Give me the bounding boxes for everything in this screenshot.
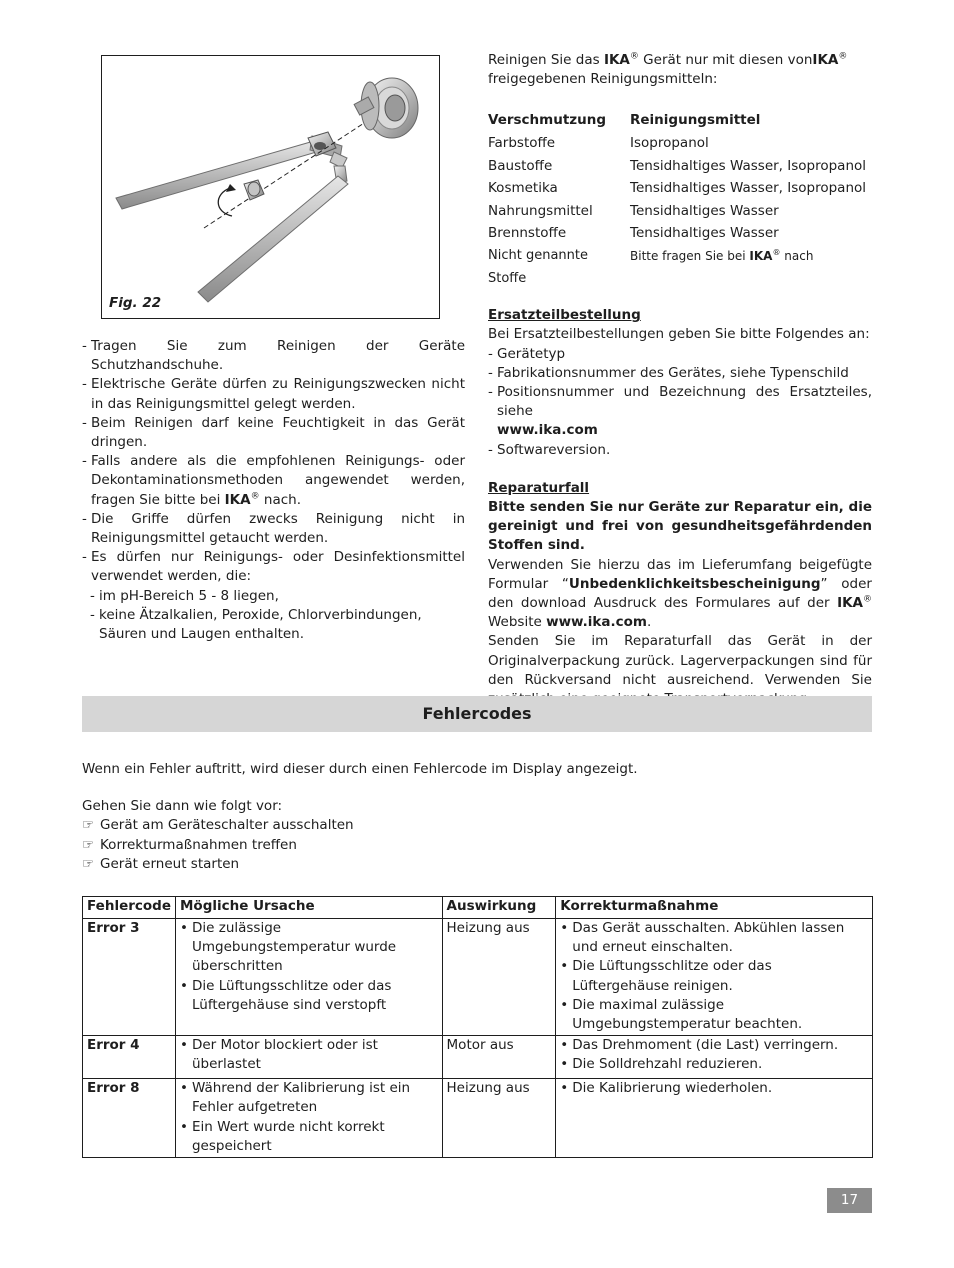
repair-heading: Reparaturfall xyxy=(488,479,590,496)
effect: Heizung aus xyxy=(442,919,556,1036)
ika-link[interactable]: www.ika.com xyxy=(497,422,598,439)
list-item: - Fabrikationsnummer des Gerätes, siehe Typenschild xyxy=(488,364,872,383)
section-heading: Fehlercodes xyxy=(82,696,872,732)
cleaning-intro: Reinigen Sie das IKA® Gerät nur mit diesen vonIKA® freigegebenen Reinigungsmitteln: xyxy=(488,51,848,88)
list-item: - Es dürfen nur Reinigungs- oder Desinfektionsmittel verwendet werden, die: xyxy=(82,548,465,586)
spare-parts-intro: Bei Ersatzteilbestellungen geben Sie bitte Folgendes an: xyxy=(488,326,870,343)
stirrer-illustration xyxy=(102,56,439,318)
table-row: Nicht genannte Stoffe Bitte fragen Sie bei IKA® nach xyxy=(488,247,814,286)
action-item: • Das Drehmoment (die Last) verringern. xyxy=(560,1036,868,1055)
spare-parts-heading: Ersatzteilbestellung xyxy=(488,307,641,324)
error-intro xyxy=(82,760,872,874)
cause-item: • Der Motor blockiert oder ist überlastet xyxy=(180,1036,438,1074)
pointing-hand-icon: ☞ xyxy=(82,855,95,872)
ika-link[interactable]: www.ika.com xyxy=(546,614,647,631)
list-item: - Positionsnummer und Bezeichnung des Ersatzteiles, siehe www.ika.com xyxy=(488,383,872,441)
effect: Heizung aus xyxy=(442,1079,556,1158)
table-row xyxy=(83,1079,873,1158)
table-row: Baustoffe Tensidhaltiges Wasser, Isopropanol xyxy=(488,157,867,174)
effect: Motor aus xyxy=(442,1036,556,1079)
list-subitem: - keine Ätzalkalien, Peroxide, Chlorverbindungen, Säuren und Laugen enthalten. xyxy=(82,606,465,644)
action-item: • Das Gerät ausschalten. Abkühlen lassen und erneut einschalten. xyxy=(560,919,868,957)
action-item: • Die Lüftungsschlitze oder das Lüftergehäuse reinigen. xyxy=(560,957,868,995)
column-header: Auswirkung xyxy=(442,897,556,919)
rotation-arrow-icon xyxy=(218,188,232,216)
table-row: Nahrungsmittel Tensidhaltiges Wasser xyxy=(488,202,779,219)
table-row: Kosmetika Tensidhaltiges Wasser, Isopropanol xyxy=(488,180,867,197)
repair-notice: Bitte senden Sie nur Geräte zur Reparatur ein, die gereinigt und frei von gesundheitsgefährdenden Stoffen sind. xyxy=(488,498,872,554)
table-row xyxy=(83,1036,873,1079)
cause-item: • Während der Kalibrierung ist ein Fehler aufgetreten xyxy=(180,1079,438,1117)
column-header: Reinigungsmittel xyxy=(630,112,761,129)
cause-item: • Die zulässige Umgebungstemperatur wurde überschritten xyxy=(180,919,438,977)
table-row xyxy=(83,919,873,1036)
list-item: - Falls andere als die empfohlenen Reinigungs- oder Dekontaminationsmethoden angewendet werden, fragen Sie bitte bei IKA® nach. xyxy=(82,452,465,510)
page-number: 17 xyxy=(827,1188,872,1213)
table-row: Brennstoffe Tensidhaltiges Wasser xyxy=(488,225,779,242)
list-subitem: - im pH-Bereich 5 - 8 liegen, xyxy=(82,587,465,606)
column-header: Fehlercode xyxy=(83,897,176,919)
repair-paragraph-1: Verwenden Sie hierzu das im Lieferumfang beigefügte Formular “Unbedenklichkeitsbescheinigung” oder den download Ausdruck des Formulares auf der IKA® Website www.ika.com. xyxy=(488,556,872,631)
error-code: Error 4 xyxy=(87,1037,140,1054)
column-header: Verschmutzung xyxy=(488,112,607,129)
right-column xyxy=(488,51,872,709)
figure-22 xyxy=(101,55,440,319)
table-row: Farbstoffe Isopropanol xyxy=(488,135,709,151)
stirrer-arm-upper xyxy=(116,141,320,209)
list-item: - Beim Reinigen darf keine Feuchtigkeit in das Gerät dringen. xyxy=(82,414,465,452)
column-header: Korrekturmaßnahme xyxy=(556,897,873,919)
cause-item: • Die Lüftungsschlitze oder das Lüftergehäuse sind verstopft xyxy=(180,977,438,1015)
intro-line: Wenn ein Fehler auftritt, wird dieser durch einen Fehlercode im Display angezeigt. xyxy=(82,761,638,777)
step-item: ☞ Korrekturmaßnahmen treffen xyxy=(82,836,872,855)
action-item: • Die Solldrehzahl reduzieren. xyxy=(560,1055,868,1074)
step-item: ☞ Gerät erneut starten xyxy=(82,855,872,874)
cleaning-table xyxy=(488,109,872,290)
intro-line: Gehen Sie dann wie folgt vor: xyxy=(82,798,283,815)
safety-list xyxy=(82,337,465,644)
error-code: Error 8 xyxy=(87,1080,140,1097)
list-item: - Gerätetyp xyxy=(488,345,872,364)
error-code-table xyxy=(82,896,873,1158)
column-header: Mögliche Ursache xyxy=(175,897,442,919)
list-item: - Die Griffe dürfen zwecks Reinigung nicht in Reinigungsmittel getaucht werden. xyxy=(82,510,465,548)
cause-item: • Ein Wert wurde nicht korrekt gespeichert xyxy=(180,1118,438,1156)
pointing-hand-icon: ☞ xyxy=(82,836,95,853)
action-item: • Die maximal zulässige Umgebungstemperatur beachten. xyxy=(560,996,868,1034)
pointing-hand-icon: ☞ xyxy=(82,817,95,834)
action-item: • Die Kalibrierung wiederholen. xyxy=(560,1079,868,1098)
repair-paragraph-2: Senden Sie im Reparaturfall das Gerät in der Originalverpackung zurück. Lagerverpackungen sind für den Rückversand nicht ausreichend. Verwenden Sie xyxy=(488,633,872,688)
step-item: ☞ Gerät am Geräteschalter ausschalten xyxy=(82,816,872,835)
list-item: - Elektrische Geräte dürfen zu Reinigungszwecken nicht in das Reinigungsmittel gelegt werden. xyxy=(82,375,465,413)
figure-caption: Fig. 22 xyxy=(109,294,162,311)
list-item: - Tragen Sie zum Reinigen der Geräte Schutzhandschuhe. xyxy=(82,337,465,375)
error-code: Error 3 xyxy=(87,920,140,936)
list-item: - Softwareversion. xyxy=(488,441,872,460)
